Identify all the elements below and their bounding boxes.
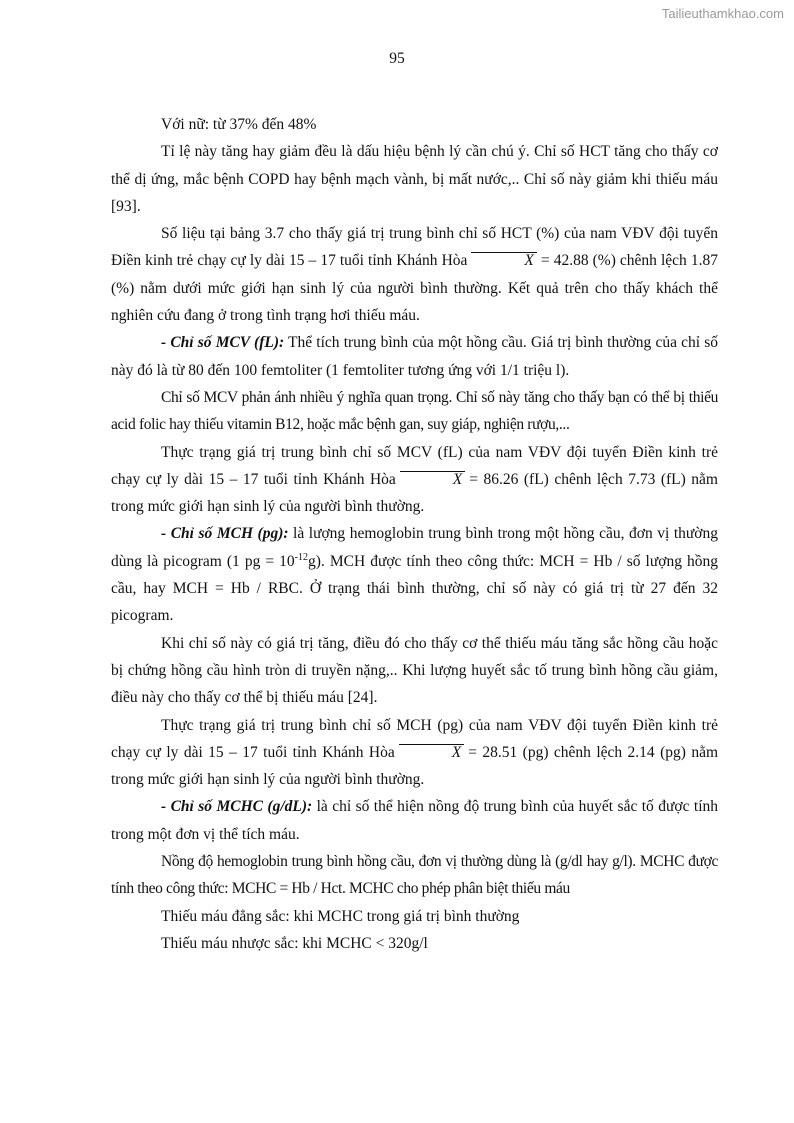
mcv-heading: - Chỉ số MCV (fL): (161, 334, 285, 352)
paragraph-mchc-definition (111, 793, 718, 848)
mcv-result-text-a: Thực trạng giá trị trung bình chỉ số MCV (fL) của nam VĐV đội tuyển Điền kinh trẻ chạy cự ly dài 15 – 17 tuổi tỉnh Khánh Hòa (111, 443, 718, 488)
paragraph-mcv-meaning: Chỉ số MCV phản ánh nhiều ý nghĩa quan trọng. Chỉ số này tăng cho thấy bạn có thể bị thiếu acid folic hay thiếu vitamin B12, hoặc mắc bệnh gan, suy giáp, nghiện rượu,... (111, 388, 718, 434)
paragraph-mch-definition (111, 520, 718, 629)
page-number: 95 (389, 50, 405, 67)
exponent: -12 (294, 551, 308, 563)
mch-result-text-a: Thực trạng giá trị trung bình chỉ số MCH (pg) của nam VĐV đội tuyển Điền kinh trẻ chạy cự ly dài 15 – 17 tuổi tỉnh Khánh Hòa (111, 716, 718, 761)
mch-heading: - Chỉ số MCH (pg): (161, 525, 289, 543)
mchc-definition-text: là chỉ số thể hiện nồng độ trung bình của huyết sắc tố được tính trong một đơn vị thể tích máu. (111, 798, 718, 843)
hct-result-text-a: Số liệu tại bảng 3.7 cho thấy giá trị trung bình chỉ số HCT (%) của nam VĐV đội tuyển Điền kinh trẻ chạy cự ly dài 15 – 17 tuổi tỉnh Khánh Hòa (111, 225, 718, 270)
hct-result-text-b: = 42.88 (%) chênh lệch 1.87 (%) nằm dưới mức giới hạn sinh lý của người bình thường. Kết quả trên cho thấy khách thể nghiên cứu đang ở trong tình trạng hơi thiếu máu. (111, 252, 718, 325)
paragraph-mch-result (111, 712, 718, 794)
mch-definition-text-a: là lượng hemoglobin trung bình trong một hồng cầu, đơn vị thường dùng là picogram (1 pg = 10 (111, 525, 718, 570)
paragraph-mcv-definition (111, 329, 718, 384)
paragraph-hct-meaning: Tỉ lệ này tăng hay giảm đều là dấu hiệu bệnh lý cần chú ý. Chỉ số HCT tăng cho thấy cơ thể dị ứng, mắc bệnh COPD hay bệnh mạch vành, bị mất nước,.. Chỉ số này giảm khi thiếu máu [93]. (111, 143, 718, 215)
mcv-result-text-b: = 86.26 (fL) chênh lệch 7.73 (fL) nằm trong mức giới hạn sinh lý của người bình thường. (111, 470, 718, 516)
mean-symbol: X (471, 252, 536, 268)
watermark: Tailieuthamkhao.com (661, 6, 784, 21)
paragraph-hct-result (111, 220, 718, 329)
paragraph-mchc-formula: Nồng độ hemoglobin trung bình hồng cầu, đơn vị thường dùng là (g/dl hay g/l). MCHC được tính theo công thức: MCHC = Hb / Hct. MCHC cho phép phân biệt thiếu máu (111, 853, 718, 898)
paragraph-normochromic: Thiếu máu đẳng sắc: khi MCHC trong giá trị bình thường (161, 907, 520, 925)
paragraph-mch-meaning: Khi chỉ số này có giá trị tăng, điều đó cho thấy cơ thể thiếu máu tăng sắc hồng cầu hoặc bị chứng hồng cầu hình tròn di truyền nặng,.. Khi lượng huyết sắc tố trung bình hồng cầu giảm, điều này cho thấy cơ thể bị thiếu máu [24]. (111, 634, 718, 707)
mch-result-text-b: = 28.51 (pg) chênh lệch 2.14 (pg) nằm trong mức giới hạn sinh lý của người bình thường. (111, 743, 719, 789)
mchc-heading: - Chỉ số MCHC (g/dL): (161, 798, 313, 816)
document-body (111, 111, 718, 957)
paragraph-mcv-result (111, 439, 718, 521)
paragraph-hypochromic: Thiếu máu nhược sắc: khi MCHC < 320g/l (161, 934, 428, 952)
mcv-definition-text: Thể tích trung bình của một hồng cầu. Giá trị bình thường của chỉ số này đó là từ 80 đến 100 femtoliter (1 femtoliter tương ứng với 1/1 triệu l). (111, 334, 718, 379)
mch-definition-text-b: g). MCH được tính theo công thức: MCH = Hb / số lượng hồng cầu, hay MCH = Hb / RBC. Ở trạng thái bình thường, chỉ số này có giá trị từ 27 đến 32 picogram. (111, 552, 718, 625)
mean-symbol: X (400, 471, 465, 487)
mean-symbol: X (399, 744, 464, 760)
paragraph-female-range: Với nữ: từ 37% đến 48% (161, 116, 317, 133)
